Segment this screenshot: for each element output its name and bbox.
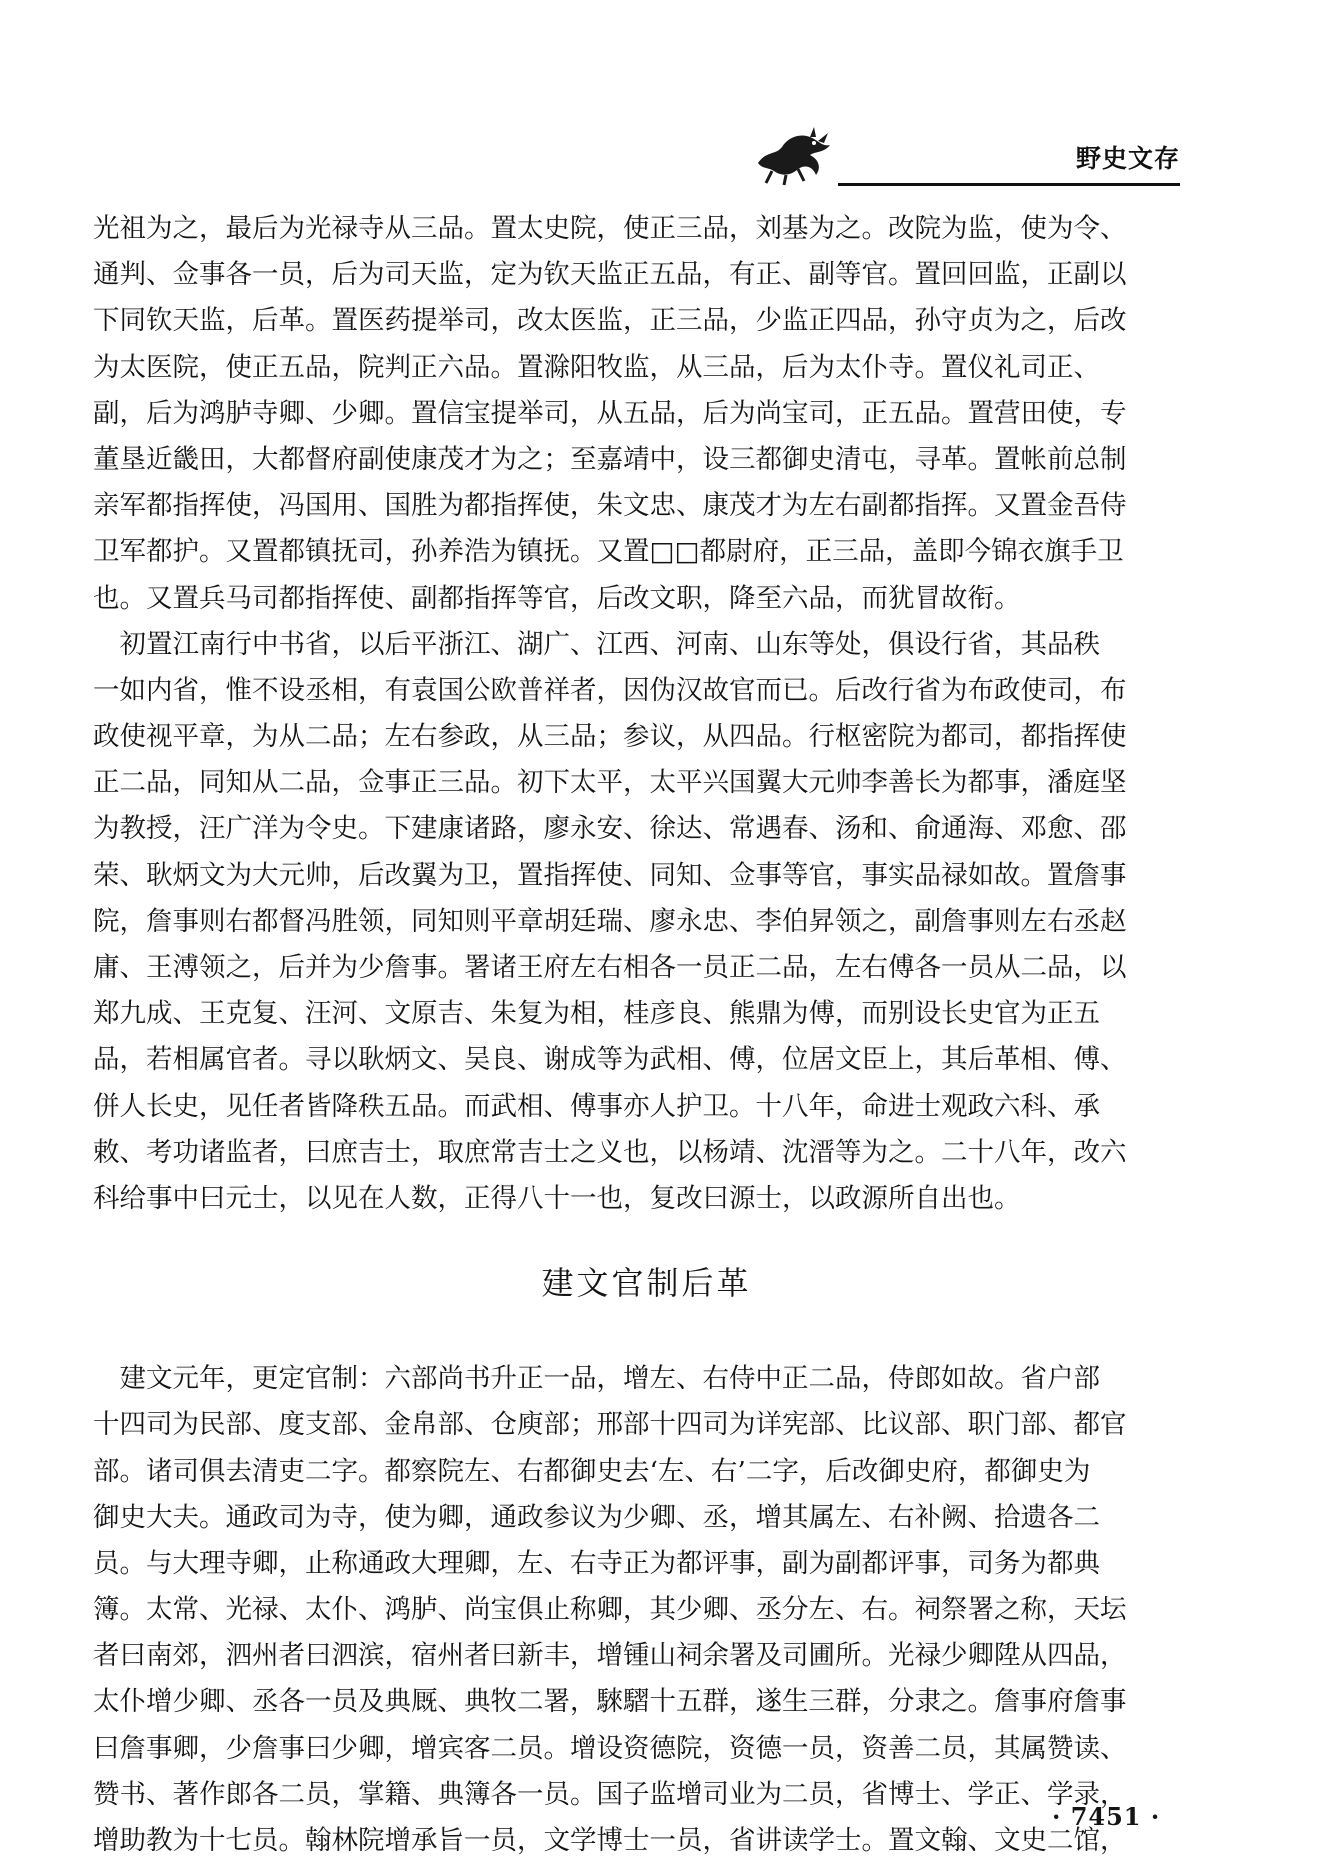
text-line: 部。诸司俱去清吏二字。都察院左、右都御史去‘左、右’二字，后改御史府，都御史为: [93, 1455, 1091, 1487]
page-number: · 7451 ·: [1052, 1802, 1161, 1831]
header-rule: [838, 183, 1180, 186]
text-line: 簿。太常、光禄、太仆、鸿胪、尚宝俱止称卿，其少卿、丞分左、右。祠祭署之称，天坛: [93, 1594, 1127, 1626]
text-line: 庸、王溥领之，后并为少詹事。署诸王府左右相各一员正二品，左右傅各一员从二品，以: [93, 952, 1127, 983]
text-line: 副，后为鸿胪寺卿、少卿。置信宝提举司，从五品，后为尚宝司，正五品。置营田使，专: [93, 397, 1127, 429]
text-line: 品，若相属官者。寻以耿炳文、吴良、谢成等为武相、傅，位居文臣上，其后革相、傅、: [93, 1044, 1127, 1076]
text-line: 亲军都指挥使，冯国用、国胜为都指挥使，朱文忠、康茂才为左右副都指挥。又置金吾侍: [93, 490, 1127, 522]
section-heading: 建文官制后革: [541, 1264, 752, 1303]
text-line: 者曰南郊，泗州者曰泗滨，宿州者曰新丰，增锺山祠余署及司圃所。光禄少卿陞从四品，: [93, 1640, 1127, 1672]
text-line: 建文元年，更定官制：六部尚书升正一品，增左、右侍中正二品，侍郎如故。省户部: [93, 1363, 1100, 1395]
text-line: 光祖为之，最后为光禄寺从三品。置太史院，使正三品，刘基为之。改院为监，使为令、: [93, 213, 1127, 244]
text-line: 一如内省，惟不设丞相，有袁国公欧普祥者，因伪汉故官而已。后改行省为布政使司，布: [93, 674, 1127, 706]
text-line: 董垦近畿田，大都督府副使康茂才为之；至嘉靖中，设三都御史清屯，寻革。置帐前总制: [93, 443, 1127, 475]
dragon-emblem-icon: [752, 125, 838, 187]
text-line: 御史大夫。通政司为寺，使为卿，通政参议为少卿、丞，增其属左、右补阙、拾遗各二: [93, 1501, 1100, 1533]
text-line: 科给事中曰元士，以见在人数，正得八十一也，复改曰源士，以政源所自出也。: [93, 1182, 1021, 1214]
text-line: 赞书、著作郎各二员，掌籍、典簿各一员。国子监增司业为二员，省博士、学正、学录，: [93, 1778, 1127, 1810]
text-line: 为教授，汪广洋为令史。下建康诸路，廖永安、徐达、常遇春、汤和、俞通海、邓愈、邵: [93, 813, 1127, 845]
text-line: 郑九成、王克复、汪河、文原吉、朱复为相，桂彦良、熊鼎为傅，而别设长史官为正五: [93, 998, 1100, 1030]
text-line: 增助教为十七员。翰林院增承旨一员，文学博士一员，省讲读学士。置文翰、文史二馆，: [93, 1825, 1127, 1856]
text-line: 院，詹事则右都督冯胜领，同知则平章胡廷瑞、廖永忠、李伯昇领之，副詹事则左右丞赵: [93, 905, 1127, 937]
text-line: 员。与大理寺卿，止称通政大理卿，左、右寺正为都评事，副为副都评事，司务为都典: [93, 1547, 1100, 1579]
text-line: 初置江南行中书省，以后平浙江、湖广、江西、河南、山东等处，俱设行省，其品秩: [93, 628, 1100, 660]
text-line: 荣、耿炳文为大元帅，后改翼为卫，置指挥使、同知、佥事等官，事实品禄如故。置詹事: [93, 859, 1127, 891]
text-line: 下同钦天监，后革。置医药提举司，改太医监，正三品，少监正四品，孙守贞为之，后改: [93, 305, 1127, 337]
text-line: 通判、佥事各一员，后为司天监，定为钦天监正五品，有正、副等官。置回回监，正副以: [93, 259, 1127, 291]
text-line: 卫军都护。又置都镇抚司，孙养浩为镇抚。又置□□都尉府，正三品，盖即今锦衣旗手卫: [93, 536, 1124, 568]
body-text: [93, 206, 1188, 1864]
text-line: 政使视平章，为从二品；左右参政，从三品；参议，从四品。行枢密院为都司，都指挥使: [93, 721, 1127, 753]
text-line: 正二品，同知从二品，佥事正三品。初下太平，太平兴国翼大元帅李善长为都事，潘庭坚: [93, 767, 1127, 799]
text-line: 也。又置兵马司都指挥使、副都指挥等官，后改文职，降至六品，而犹冒故衔。: [93, 582, 1021, 614]
text-line: 曰詹事卿，少詹事曰少卿，增宾客二员。增设资德院，资德一员，资善二员，其属赞读、: [93, 1732, 1127, 1764]
text-line: 为太医院，使正五品，院判正六品。置滁阳牧监，从三品，后为太仆寺。置仪礼司正、: [93, 351, 1100, 383]
page-header: [752, 125, 1180, 187]
text-line: 併人长史，见任者皆降秩五品。而武相、傅事亦人护卫。十八年，命进士观政六科、承: [93, 1090, 1100, 1122]
text-line: 十四司为民部、度支部、金帛部、仓庾部；邢部十四司为详宪部、比议部、职门部、都官: [93, 1409, 1127, 1441]
text-line: 太仆增少卿、丞各一员及典厩、典牧二署，騋騽十五群，遂生三群，分隶之。詹事府詹事: [93, 1686, 1127, 1718]
series-title: 野史文存: [1075, 144, 1180, 173]
text-line: 敕、考功诸监者，曰庶吉士，取庶常吉士之义也，以杨靖、沈溍等为之。二十八年，改六: [93, 1136, 1127, 1168]
